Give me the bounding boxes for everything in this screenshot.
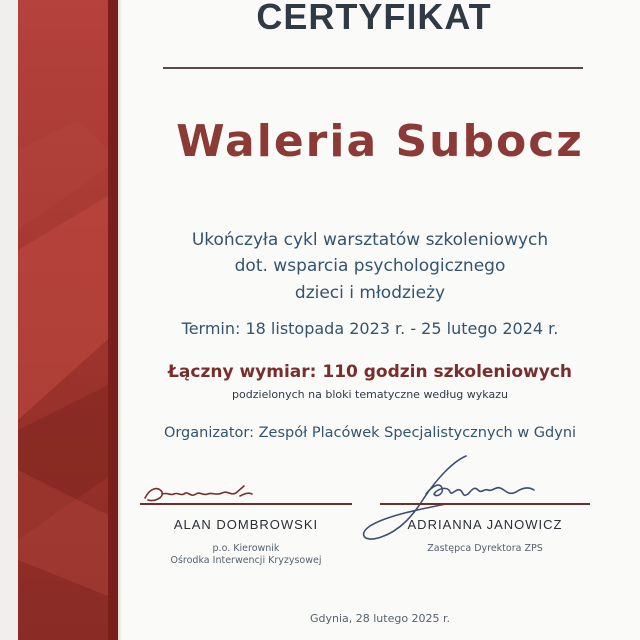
signatory-role: p.o. Kierownik [212, 543, 280, 554]
description-line: Ukończyła cykl warsztatów szkoleniowych [191, 230, 549, 250]
signatory-name: ALAN DOMBROWSKI [173, 517, 319, 532]
band-shape [18, 190, 118, 420]
title-divider [163, 67, 583, 69]
band-edge [108, 0, 118, 640]
total-hours: Łączny wymiar: 110 godzin szkoleniowych [168, 362, 572, 382]
description-line: dzieci i młodzieży [294, 283, 446, 303]
page-margin [0, 0, 18, 640]
term-dates: Termin: 18 listopada 2023 r. - 25 lutego 2024 r. [181, 319, 559, 338]
signatory-role: Ośrodka Interwencji Kryzysowej [170, 555, 322, 566]
organizer: Organizator: Zespół Placówek Specjalistycznych w Gdyni [163, 425, 577, 441]
decorative-red-band [18, 0, 118, 640]
signatory-name: ADRIANNA JANOWICZ [407, 517, 563, 532]
recipient-name: Waleria Subocz [176, 116, 584, 167]
signatory-role: Zastępca Dyrektora ZPS [427, 543, 543, 554]
band-pattern [18, 0, 118, 640]
signature-line [140, 503, 352, 505]
band-shadow [118, 0, 122, 640]
signature-line [380, 503, 590, 505]
place-date: Gdynia, 28 lutego 2025 r. [309, 612, 451, 625]
certificate-title: CERTYFIKAT [256, 0, 492, 37]
description-line: dot. wsparcia psychologicznego [234, 256, 506, 276]
total-hours-note: podzielonych na bloki tematyczne według wykazu [232, 388, 508, 401]
